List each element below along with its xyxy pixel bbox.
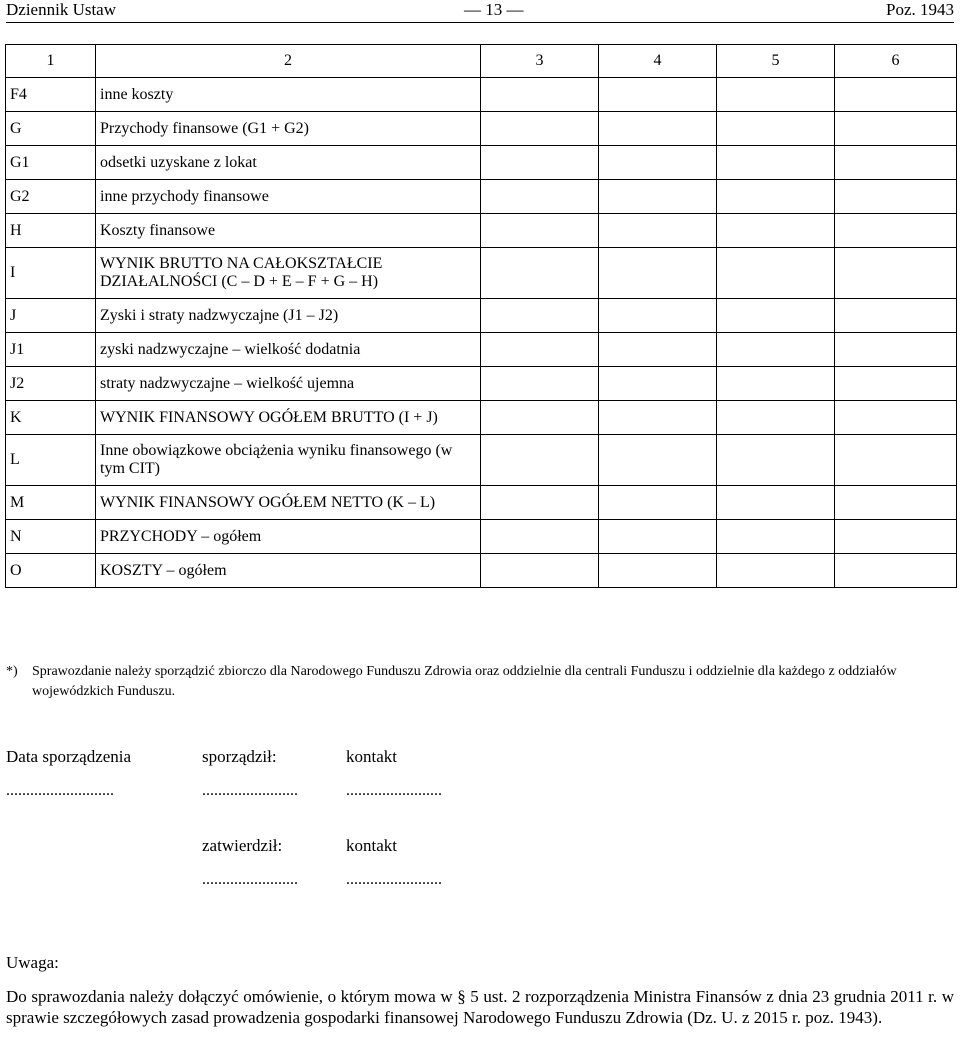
value-cell (835, 180, 957, 214)
row-code: G1 (6, 146, 96, 180)
value-cell (717, 520, 835, 554)
table-row (6, 401, 957, 435)
value-cell (481, 367, 599, 401)
value-cell (717, 248, 835, 299)
contact-field: ........................ (346, 782, 442, 799)
prepared-label: sporządził: (202, 747, 277, 766)
table-row (6, 180, 957, 214)
row-code: J1 (6, 333, 96, 367)
value-cell (599, 214, 717, 248)
table-body (6, 78, 957, 588)
value-cell (481, 146, 599, 180)
row-code: I (6, 248, 96, 299)
value-cell (717, 554, 835, 588)
row-name: Koszty finansowe (96, 214, 481, 248)
column-header: 4 (599, 45, 717, 78)
column-header: 5 (717, 45, 835, 78)
position-number: Poz. 1943 (886, 0, 954, 19)
table-row (6, 520, 957, 554)
value-cell (717, 180, 835, 214)
row-name: Inne obowiązkowe obciążenia wyniku finansowego (w tym CIT) (96, 435, 481, 486)
value-cell (481, 554, 599, 588)
row-name: zyski nadzwyczajne – wielkość dodatnia (96, 333, 481, 367)
table-row (6, 214, 957, 248)
note-label: Uwaga: (6, 953, 59, 972)
date-field: ........................... (6, 782, 114, 799)
value-cell (835, 554, 957, 588)
value-cell (835, 401, 957, 435)
value-cell (599, 486, 717, 520)
value-cell (481, 401, 599, 435)
column-header: 3 (481, 45, 599, 78)
row-code: G2 (6, 180, 96, 214)
value-cell (481, 486, 599, 520)
row-code: M (6, 486, 96, 520)
value-cell (599, 367, 717, 401)
row-name: KOSZTY – ogółem (96, 554, 481, 588)
column-header: 1 (6, 45, 96, 78)
footnote (6, 662, 954, 702)
row-code: K (6, 401, 96, 435)
row-code: L (6, 435, 96, 486)
table-row (6, 554, 957, 588)
prepared-field: ........................ (202, 782, 298, 799)
value-cell (835, 248, 957, 299)
row-name: WYNIK FINANSOWY OGÓŁEM NETTO (K – L) (96, 486, 481, 520)
date-label: Data sporządzenia (6, 747, 132, 766)
value-cell (599, 248, 717, 299)
value-cell (599, 78, 717, 112)
journal-title: Dziennik Ustaw (6, 0, 117, 19)
row-name: straty nadzwyczajne – wielkość ujemna (96, 367, 481, 401)
value-cell (481, 248, 599, 299)
value-cell (717, 78, 835, 112)
row-code: N (6, 520, 96, 554)
value-cell (835, 78, 957, 112)
table-row (6, 299, 957, 333)
value-cell (717, 401, 835, 435)
value-cell (481, 435, 599, 486)
row-code: H (6, 214, 96, 248)
row-name: WYNIK BRUTTO NA CAŁOKSZTAŁCIE DZIAŁALNOŚCI (C – D + E – F + G – H) (96, 248, 481, 299)
value-cell (717, 146, 835, 180)
table-row (6, 78, 957, 112)
value-cell (835, 299, 957, 333)
row-code: J2 (6, 367, 96, 401)
value-cell (717, 112, 835, 146)
page-header (6, 0, 954, 23)
value-cell (835, 333, 957, 367)
row-name: odsetki uzyskane z lokat (96, 146, 481, 180)
value-cell (835, 146, 957, 180)
row-code: O (6, 554, 96, 588)
row-name: Zyski i straty nadzwyczajne (J1 – J2) (96, 299, 481, 333)
table-row (6, 112, 957, 146)
contact-field-2: ........................ (346, 871, 442, 888)
approved-field: ........................ (202, 871, 298, 888)
value-cell (835, 486, 957, 520)
value-cell (481, 78, 599, 112)
value-cell (717, 214, 835, 248)
value-cell (481, 214, 599, 248)
value-cell (599, 554, 717, 588)
note-text: Do sprawozdania należy dołączyć omówienie, o którym mowa w § 5 ust. 2 rozporządzenia Ministra Finansów z dnia 23 grudnia 2011 r. w sprawie szczegółowych zasad prowadzenia gospodarki finansowej Narodowego Funduszu Zdrowia (Dz. U. z 2015 r. poz. 1943). (6, 987, 954, 1027)
value-cell (835, 367, 957, 401)
table-row (6, 435, 957, 486)
value-cell (599, 299, 717, 333)
financial-table (5, 44, 957, 588)
value-cell (835, 520, 957, 554)
footnote-text: Sprawozdanie należy sporządzić zbiorczo dla Narodowego Funduszu Zdrowia oraz oddzielnie dla centrali Funduszu i oddzielnie dla każdego z oddziałów wojewódzkich Funduszu. (32, 664, 897, 699)
value-cell (835, 435, 957, 486)
value-cell (599, 333, 717, 367)
contact-label-2: kontakt (346, 836, 397, 855)
value-cell (481, 520, 599, 554)
table-row (6, 367, 957, 401)
table-row (6, 248, 957, 299)
row-name: inne koszty (96, 78, 481, 112)
value-cell (481, 112, 599, 146)
column-header: 6 (835, 45, 957, 78)
row-code: F4 (6, 78, 96, 112)
value-cell (599, 112, 717, 146)
column-header: 2 (96, 45, 481, 78)
value-cell (481, 333, 599, 367)
value-cell (835, 214, 957, 248)
row-name: Przychody finansowe (G1 + G2) (96, 112, 481, 146)
row-name: PRZYCHODY – ogółem (96, 520, 481, 554)
footnote-mark: *) (6, 664, 18, 679)
table-row (6, 333, 957, 367)
value-cell (599, 520, 717, 554)
contact-label: kontakt (346, 747, 397, 766)
value-cell (717, 367, 835, 401)
value-cell (717, 333, 835, 367)
value-cell (717, 299, 835, 333)
page-number: — 13 — (464, 0, 524, 19)
value-cell (599, 146, 717, 180)
table-row (6, 146, 957, 180)
table-header-row (6, 45, 957, 78)
value-cell (835, 112, 957, 146)
value-cell (717, 435, 835, 486)
value-cell (599, 180, 717, 214)
value-cell (599, 435, 717, 486)
row-name: inne przychody finansowe (96, 180, 481, 214)
value-cell (481, 299, 599, 333)
row-code: G (6, 112, 96, 146)
row-code: J (6, 299, 96, 333)
value-cell (599, 401, 717, 435)
approved-label: zatwierdził: (202, 836, 283, 855)
row-name: WYNIK FINANSOWY OGÓŁEM BRUTTO (I + J) (96, 401, 481, 435)
value-cell (717, 486, 835, 520)
table-row (6, 486, 957, 520)
value-cell (481, 180, 599, 214)
